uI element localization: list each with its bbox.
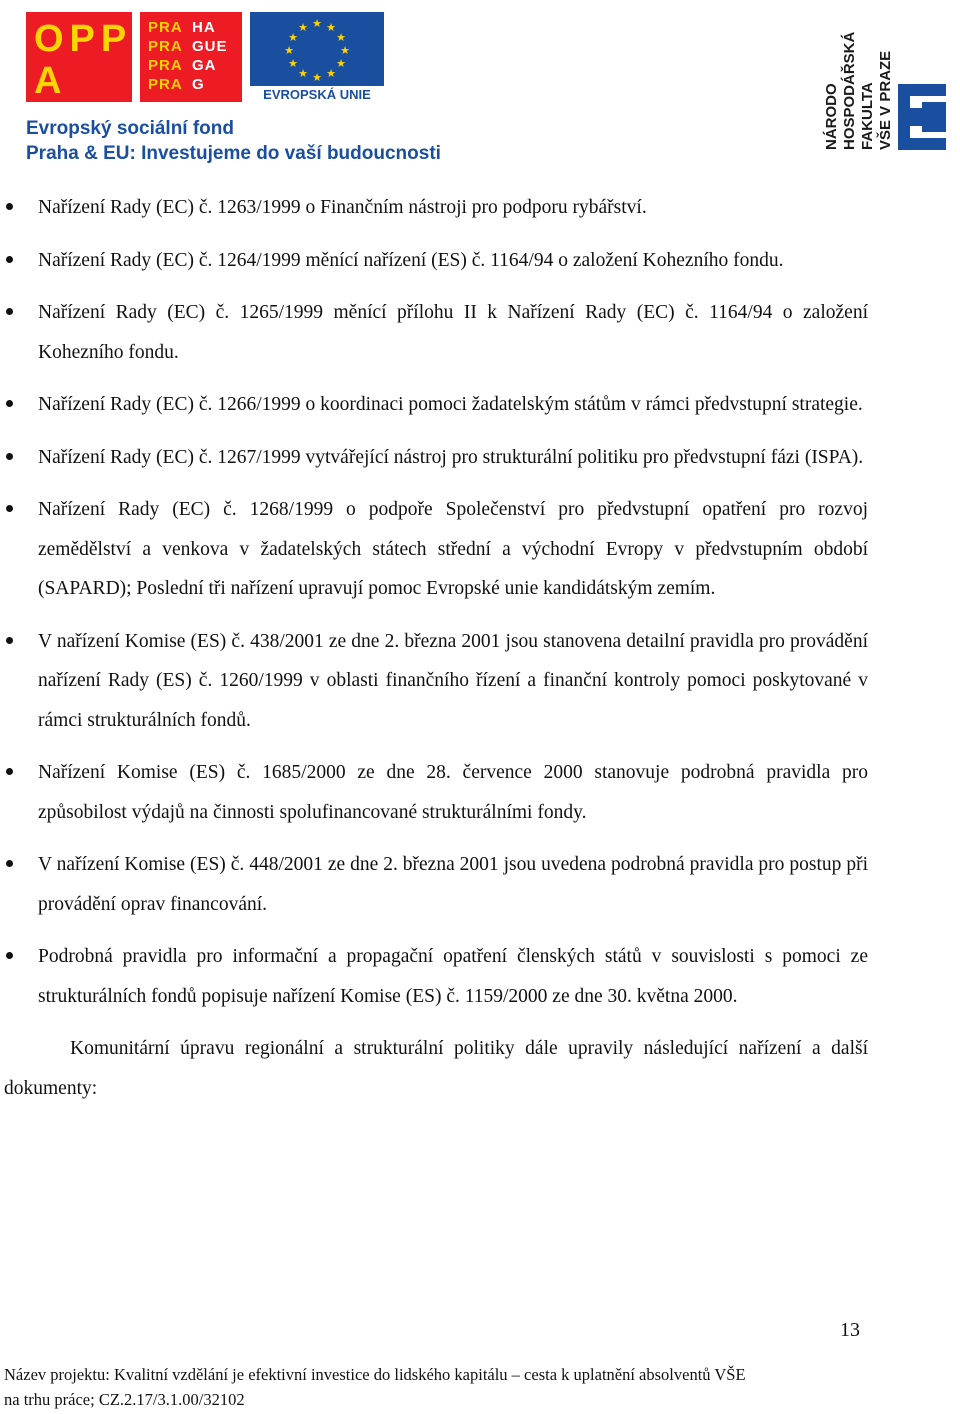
regulation-list <box>0 188 960 1016</box>
svg-text:★: ★ <box>312 71 322 84</box>
page-number: 13 <box>840 1319 860 1341</box>
bullet-icon <box>6 860 13 867</box>
bullet-icon <box>6 400 13 407</box>
list-item-text: Nařízení Rady (EC) č. 1264/1999 měnící nařízení (ES) č. 1164/94 o založení Kohezního fondu. <box>38 249 784 271</box>
praha-logo-text: PRA <box>148 38 183 55</box>
header-title: Evropský sociální fond <box>26 118 234 139</box>
list-item <box>0 937 960 1016</box>
praha-logo <box>140 12 242 102</box>
opp-logo <box>26 12 132 102</box>
bullet-icon <box>6 952 13 959</box>
list-item-text: Nařízení Rady (EC) č. 1263/1999 o Finančním nástroji pro podporu rybářství. <box>38 197 647 218</box>
svg-text:★: ★ <box>326 21 336 34</box>
eu-logo <box>250 12 384 102</box>
list-item-text: Nařízení Rady (EC) č. 1266/1999 o koordinaci pomoci žadatelským státům v rámci předvstupní strategie. <box>38 394 863 415</box>
list-item <box>0 188 960 228</box>
svg-text:★: ★ <box>288 31 298 44</box>
footer-project-code: na trhu práce; CZ.2.17/3.1.00/32102 <box>4 1390 245 1409</box>
list-item-text: Nařízení Rady (EC) č. 1265/1999 měnící přílohu II k Nařízení Rady (EC) č. 1164/94 o založení Kohezního fondu. <box>38 302 868 363</box>
list-item-text: Podrobná pravidla pro informační a propagační opatření členských států v souvislosti s pomoci ze strukturálních fondů popisuje nařízení Komise (ES) č. 1159/2000 ze dne 30. května 2000. <box>38 946 868 1007</box>
praha-logo-text: GA <box>192 57 217 74</box>
praha-logo-text: PRA <box>148 76 183 93</box>
document-body <box>0 188 960 1108</box>
svg-text:★: ★ <box>336 31 346 44</box>
body-paragraph: Komunitární úpravu regionální a strukturální politiky dále upravily následující nařízení a další dokumenty: <box>4 1038 868 1099</box>
bullet-icon <box>6 768 13 775</box>
bullet-icon <box>6 505 13 512</box>
eu-logo-label: EVROPSKÁ UNIE <box>263 87 371 102</box>
svg-text:★: ★ <box>336 57 346 70</box>
bullet-icon <box>6 203 13 210</box>
list-item <box>0 293 960 372</box>
list-item <box>0 753 960 832</box>
list-item-text: V nařízení Komise (ES) č. 448/2001 ze dne 2. března 2001 jsou uvedena podrobná pravidla pro postup při provádění oprav financování. <box>38 854 868 915</box>
bullet-icon <box>6 308 13 315</box>
praha-logo-text: PRA <box>148 19 183 36</box>
header-subtitle: Praha & EU: Investujeme do vaší budoucnosti <box>26 143 441 164</box>
svg-text:★: ★ <box>298 21 308 34</box>
opp-logo-text: OPP A <box>34 18 133 102</box>
nh-logo-text: HOSPODÁŘSKÁ <box>841 31 858 150</box>
nh-logo-text: FAKULTA <box>859 82 876 150</box>
svg-text:★: ★ <box>288 57 298 70</box>
nh-logo-text: VŠE V PRAZE <box>877 50 894 150</box>
list-item <box>0 438 960 478</box>
praha-logo-text: PRA <box>148 57 183 74</box>
praha-logo-text: GUE <box>192 38 228 55</box>
svg-text:★: ★ <box>312 17 322 30</box>
praha-logo-text: HA <box>192 19 216 36</box>
list-item-text: V nařízení Komise (ES) č. 438/2001 ze dne 2. března 2001 jsou stanovena detailní pravidla pro provádění nařízení Rady (ES) č. 1260/1999 v oblasti finančního řízení a finanční kontroly pomoci poskytované v rámci strukturálních fondů. <box>38 630 868 731</box>
svg-text:★: ★ <box>326 67 336 80</box>
list-item <box>0 490 960 609</box>
nh-vse-logo <box>812 4 952 154</box>
list-item <box>0 845 960 924</box>
nh-logo-text: NÁRODO <box>823 83 840 150</box>
svg-text:★: ★ <box>298 67 308 80</box>
list-item <box>0 622 960 741</box>
praha-logo-text: G <box>192 76 205 93</box>
list-item-text: Nařízení Rady (EC) č. 1268/1999 o podpoře Společenství pro předvstupní opatření pro rozvoj zemědělství a venkova v žadatelských státech střední a východní Evropy v předvstupním období (SAPARD); Poslední tři nařízení upravují pomoc Evropské unie kandidátským zemím. <box>38 499 868 599</box>
svg-text:★: ★ <box>340 44 350 57</box>
bullet-icon <box>6 637 13 644</box>
bullet-icon <box>6 256 13 263</box>
bullet-icon <box>6 453 13 460</box>
eu-flag-icon <box>250 12 384 86</box>
svg-text:★: ★ <box>284 44 294 57</box>
list-item-text: Nařízení Rady (EC) č. 1267/1999 vytvářející nástroj pro strukturální politiku pro předvstupní fázi (ISPA). <box>38 446 864 468</box>
footer <box>4 1362 944 1412</box>
footer-project-name: Název projektu: Kvalitní vzdělání je efektivní investice do lidského kapitálu – cesta k uplatnění absolventů VŠE <box>4 1365 746 1384</box>
list-item-text: Nařízení Komise (ES) č. 1685/2000 ze dne 28. července 2000 stanovuje podrobná pravidla pro způsobilost výdajů na činnosti spolufinancované strukturálními fondy. <box>38 762 868 823</box>
list-item <box>0 385 960 425</box>
list-item <box>0 241 960 281</box>
